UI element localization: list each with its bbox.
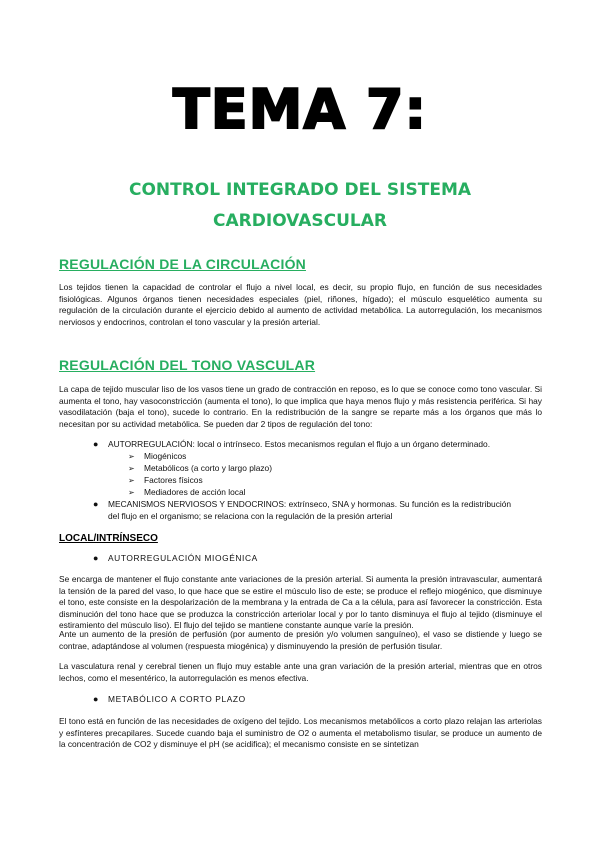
bullet-mecanismos-line1: MECANISMOS NERVIOSOS Y ENDOCRINOS: extrínseco, SNA y hormonas. Su función es la redistribución	[108, 499, 512, 509]
bullet-dot-icon: ●	[93, 553, 99, 563]
subtitle-line-1: CONTROL INTEGRADO DEL SISTEMA	[128, 180, 472, 200]
arrow-bullet-icon: ➢	[128, 476, 135, 485]
bullet-dot-icon: ●	[93, 439, 99, 449]
subitem-factores-fisicos: Factores físicos	[144, 475, 203, 485]
bullet-autorregulacion-miogenica: AUTORREGULACIÓN MIOGÉNICA	[108, 553, 258, 563]
subitem-miogenicos: Miogénicos	[144, 451, 187, 461]
subitem-metabolicos: Metabólicos (a corto y largo plazo)	[144, 463, 273, 473]
bullet-autorregulacion: AUTORREGULACIÓN: local o intrínseco. Estos mecanismos regulan el flujo a un órgano determinado.	[108, 439, 491, 449]
page-subtitle	[0, 175, 600, 237]
section-heading-regulacion-circulacion: REGULACIÓN DE LA CIRCULACIÓN	[59, 256, 306, 272]
bullet-metabolico-corto-plazo: METABÓLICO A CORTO PLAZO	[108, 694, 246, 704]
miogenica-paragraph-1: Se encarga de mantener el flujo constante ante variaciones de la presión arterial. Si aumenta la presión intravascular, aumentará la tensión de la pared del vaso, lo que hace que se estire el músculo liso de este; se produce el reflejo miogénico, que disminuye el tono, este consiste en la despolarización de la membrana y la entrada de Ca a la célula, para así favorecer la constricción. Esta disminución del tono hace que se produzca la constricción arteriolar local y por lo tanto disminuya el flujo al tejido (disminuye el estiramiento del músculo liso). El flujo del tejido se mantiene constante aunque varíe la presión.	[59, 574, 542, 630]
subitem-mediadores: Mediadores de acción local	[144, 487, 246, 497]
section2-paragraph: La capa de tejido muscular liso de los vasos tiene un grado de contracción en reposo, es lo que se conoce como tono vascular. Si aumenta el tono, hay vasoconstricción (aumenta el tono), lo que implica que haya menos flujo y más resistencia periférica. Si hay vasodilatación (baja el tono), sucede lo contrario. En la redistribución de la sangre se reparte más a los órganos que más lo necesitan por su actividad metabólica. Se pueden dar 2 tipos de regulación del tono:	[59, 384, 542, 429]
metabolico-paragraph: El tono está en función de las necesidades de oxígeno del tejido. Los mecanismos metabólicos a corto plazo relajan las arteriolas y esfínteres precapilares. Sucede cuando baja el suministro de O2 o aumenta el metabolismo tisular, se produce un aumento de la concentración de CO2 y disminuye el pH (se acidifica); el mecanismo consiste en se sintetizan	[59, 716, 542, 749]
arrow-bullet-icon: ➢	[128, 488, 135, 497]
arrow-bullet-icon: ➢	[128, 464, 135, 473]
section-heading-tono-vascular: REGULACIÓN DEL TONO VASCULAR	[59, 357, 316, 373]
bullet-dot-icon: ●	[93, 499, 99, 509]
miogenica-paragraph-3: La vasculatura renal y cerebral tienen un flujo muy estable ante una gran variación de la presión arterial, mientras que en otros lechos, como el mesentérico, la autorregulación es menos efectiva.	[59, 661, 542, 683]
bullet-dot-icon: ●	[93, 694, 99, 704]
section1-paragraph: Los tejidos tienen la capacidad de controlar el flujo a nivel local, es decir, su propio flujo, en función de sus necesidades fisiológicas. Algunos órganos tienen necesidades especiales (piel, riñones, hígado); el músculo esquelético aumenta su regulación de la circulación durante el ejercicio debido al aumento de actividad metabólica. La autorregulación, los mecanismos nerviosos y endocrinos, controlan el tono vascular y la presión arterial.	[59, 282, 542, 327]
section-heading-local-intrinseco: LOCAL/INTRÍNSECO	[59, 533, 158, 544]
miogenica-paragraph-2: Ante un aumento de la presión de perfusión (por aumento de presión y/o volumen sanguíneo), el vaso se distiende y luego se contrae, adaptándose al volumen (respuesta miogénica) y disminuyendo la presión de perfusión tisular.	[59, 629, 542, 651]
subtitle-line-2: CARDIOVASCULAR	[213, 211, 387, 231]
bullet-mecanismos-line2: del flujo en el organismo; se relaciona con la regulación de la presión arterial	[108, 511, 393, 521]
arrow-bullet-icon: ➢	[128, 452, 135, 461]
page-title: TEMA 7:	[172, 78, 428, 141]
